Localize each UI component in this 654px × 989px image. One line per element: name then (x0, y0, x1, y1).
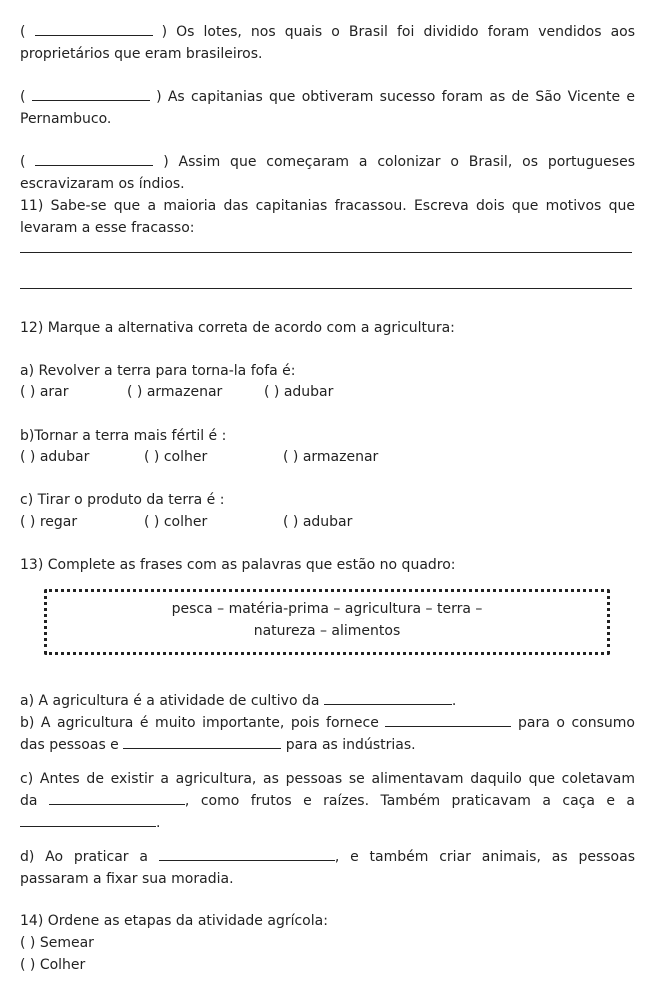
option-arar[interactable]: ( ) arar (20, 384, 69, 400)
q11-text-line2: levaram a esse fracasso: (20, 220, 195, 236)
q12-b-label: b)Tornar a terra mais fértil é : (20, 428, 227, 444)
q11-text-line1: 11) Sabe-se que a maioria das capitanias fracassou. Escreva dois que motivos que (20, 198, 635, 214)
q13-c-line3: . (20, 812, 635, 834)
q13-title: 13) Complete as frases com as palavras que estão no quadro: (20, 557, 456, 573)
q12-a-label: a) Revolver a terra para torna-la fofa é: (20, 363, 296, 379)
q13-a: a) A agricultura é a atividade de cultivo da . (20, 690, 635, 712)
word-bank-line1: pesca – matéria-prima – agricultura – terra – (171, 601, 483, 617)
q13-d-line2: passaram a fixar sua moradia. (20, 871, 234, 887)
answer-blank[interactable] (49, 790, 185, 805)
statement-3: ( ) Assim que começaram a colonizar o Brasil, os portugueses (20, 151, 635, 173)
q13-d-line1: d) Ao praticar a , e também criar animais, as pessoas (20, 846, 635, 868)
q14-item-colher[interactable]: ( ) Colher (20, 957, 86, 973)
q12-title: 12) Marque a alternativa correta de acordo com a agricultura: (20, 320, 455, 336)
statement-2: ( ) As capitanias que obtiveram sucesso foram as de São Vicente e (20, 86, 635, 108)
statement-1-cont: proprietários que eram brasileiros. (20, 46, 263, 62)
statement-1: ( ) Os lotes, nos quais o Brasil foi dividido foram vendidos aos (20, 21, 635, 43)
q12-c-options (20, 511, 635, 533)
word-bank-box (44, 589, 610, 655)
answer-blank[interactable] (159, 846, 335, 861)
option-colher[interactable]: ( ) colher (144, 514, 208, 530)
option-armazenar[interactable]: ( ) armazenar (283, 449, 379, 465)
option-regar[interactable]: ( ) regar (20, 514, 78, 530)
word-bank-line2: natureza – alimentos (253, 623, 401, 639)
q13-c-line2: da , como frutos e raízes. Também praticavam a caça e a (20, 790, 635, 812)
q14-item-semear[interactable]: ( ) Semear (20, 935, 94, 951)
answer-blank[interactable] (35, 151, 153, 166)
answer-blank[interactable] (32, 86, 150, 101)
statement-2-cont: Pernambuco. (20, 111, 112, 127)
answer-blank[interactable] (20, 812, 156, 827)
q13-c-line1: c) Antes de existir a agricultura, as pessoas se alimentavam daquilo que coletavam (20, 771, 635, 787)
option-armazenar[interactable]: ( ) armazenar (127, 384, 223, 400)
q12-c-label: c) Tirar o produto da terra é : (20, 492, 225, 508)
answer-blank[interactable] (123, 734, 281, 749)
option-adubar[interactable]: ( ) adubar (283, 514, 353, 530)
answer-blank[interactable] (324, 690, 452, 705)
answer-blank[interactable] (385, 712, 511, 727)
option-colher[interactable]: ( ) colher (144, 449, 208, 465)
q12-b-options (20, 446, 635, 468)
answer-blank[interactable] (35, 21, 153, 36)
q13-b-line1: b) A agricultura é muito importante, pois fornece para o consumo (20, 712, 635, 734)
answer-line[interactable] (20, 252, 632, 253)
statement-3-cont: escravizaram os índios. (20, 176, 185, 192)
q14-title: 14) Ordene as etapas da atividade agrícola: (20, 913, 328, 929)
option-adubar[interactable]: ( ) adubar (264, 384, 334, 400)
q12-a-options (20, 381, 635, 403)
q13-b-line2: das pessoas e para as indústrias. (20, 734, 635, 756)
option-adubar[interactable]: ( ) adubar (20, 449, 90, 465)
answer-line[interactable] (20, 288, 632, 289)
